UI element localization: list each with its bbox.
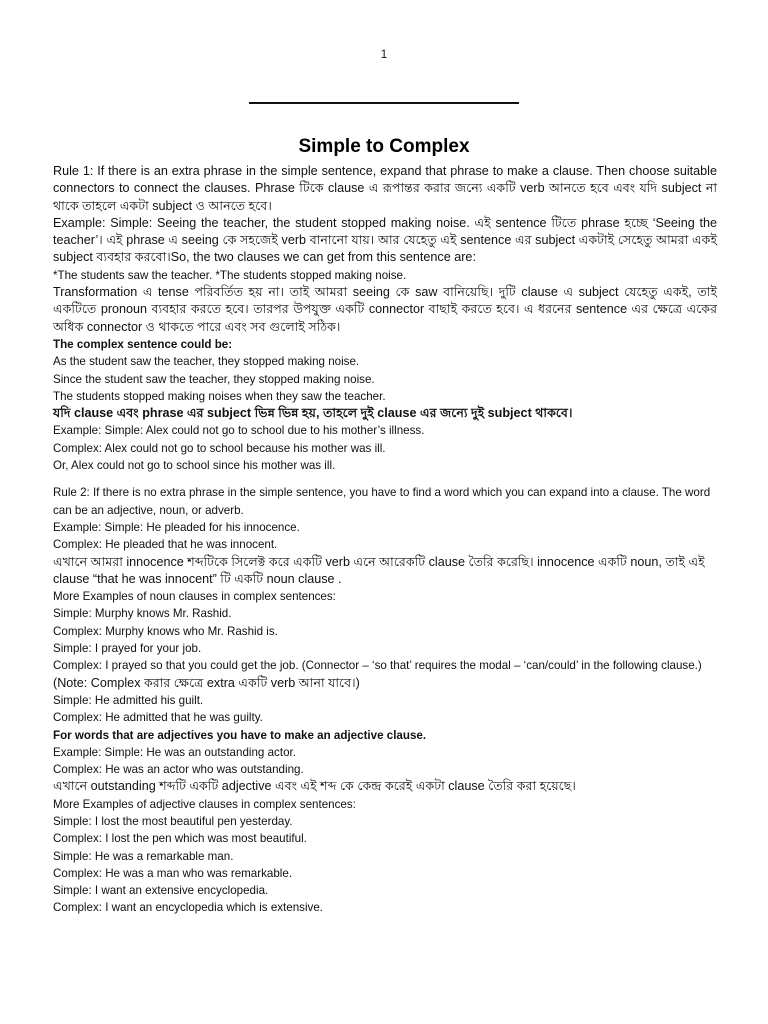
paragraph: More Examples of adjective clauses in complex sentences: — [53, 797, 356, 811]
paragraph: Simple: I lost the most beautiful pen yesterday. — [53, 814, 293, 828]
paragraph: Complex: I want an encyclopedia which is extensive. — [53, 901, 324, 915]
paragraph: (Note: Complex করার ক্ষেত্রে extra একটি verb আনা যাবে।) — [53, 675, 360, 690]
paragraph-spacer — [53, 474, 717, 484]
paragraph: For words that are adjectives you have to make an adjective clause. — [53, 728, 427, 742]
page-title: Simple to Complex — [298, 136, 470, 157]
paragraph: Complex: He was a man who was remarkable. — [53, 866, 293, 880]
paragraph: যদি clause এবং phrase এর subject ভিন্ন ভিন্ন হয়, তাহলে দুই clause এর জন্যে দুই subject থাকবে। — [53, 406, 573, 421]
paragraph: Simple: Murphy knows Mr. Rashid. — [53, 607, 232, 621]
paragraph: Complex: He pleaded that he was innocent. — [53, 538, 278, 552]
paragraph: Since the student saw the teacher, they stopped making noise. — [53, 372, 375, 386]
paragraph: Rule 1: If there is an extra phrase in the simple sentence, expand that phrase to make a clause. Then choose suitable connectors to connect the clauses. Phrase টিকে clause এ রূপান্তর করার জন্যে একটি verb আনতে হবে এবং যদি subject না থাকে তাহলে একটা subject ও আনতে হবে। — [53, 164, 717, 213]
paragraph: *The students saw the teacher. *The students stopped making noise. — [53, 268, 407, 282]
paragraph: Complex: Murphy knows who Mr. Rashid is. — [53, 624, 278, 638]
paragraph: Simple: I prayed for your job. — [53, 642, 202, 656]
horizontal-rule — [249, 102, 519, 104]
paragraph: More Examples of noun clauses in complex sentences: — [53, 590, 336, 604]
paragraph: Or, Alex could not go to school since his mother was ill. — [53, 459, 336, 473]
paragraph: Example: Simple: He pleaded for his innocence. — [53, 520, 300, 534]
paragraph: এখানে outstanding শব্দটি একটি adjective এবং এই শব্দ কে কেন্দ্র করেই একটা clause তৈরি করা হয়েছে। — [53, 779, 576, 794]
paragraph: Complex: Alex could not go to school because his mother was ill. — [53, 441, 386, 455]
paragraph: Complex: I lost the pen which was most beautiful. — [53, 832, 307, 846]
paragraph: এখানে আমরা innocence শব্দটিকে সিলেক্ট করে একটি verb এনে আরেকটি clause তৈরি করেছি। innocence একটি noun, তাই এই clause “that he was innocent” টি একটি noun clause . — [53, 554, 705, 586]
paragraph: Simple: He was a remarkable man. — [53, 849, 234, 863]
paragraph: Transformation এ tense পরিবর্তিত হয় না। তাই আমরা seeing কে saw বানিয়েছি। দুটি clause এ subject যেহেতু একই, তাই একটিতে pronoun ব্যবহার করতে হবে। তারপর উপযুক্ত একটি connector বাছাই করতে হবে। এ ধরনের sentence এর ক্ষেত্রে একের অধিক connector ও থাকতে পারে এবং সব গুলোই সঠিক। — [53, 285, 717, 334]
paragraph: Example: Simple: Seeing the teacher, the student stopped making noise. এই sentence টিতে phrase হচ্ছে ‘Seeing the teacher’। এই phrase এ seeing কে সহজেই verb বানানো যায়। আর যেহেতু এই sentence এর subject একটাই সেহেতু আমরা একই subject ব্যবহার করবো।So, the two clauses we can get from this sentence are: — [53, 215, 717, 265]
document-body — [53, 163, 717, 917]
paragraph: Complex: He admitted that he was guilty. — [53, 711, 263, 725]
paragraph: Example: Simple: Alex could not go to school due to his mother’s illness. — [53, 424, 425, 438]
paragraph: The students stopped making noises when they saw the teacher. — [53, 389, 386, 403]
paragraph: Simple: He admitted his guilt. — [53, 693, 204, 707]
paragraph: Simple: I want an extensive encyclopedia. — [53, 884, 269, 898]
paragraph: Complex: I prayed so that you could get the job. (Connector – ‘so that’ requires the modal – ‘can/could’ in the following clause.) — [53, 659, 702, 673]
paragraph: Complex: He was an actor who was outstanding. — [53, 763, 304, 777]
paragraph: Example: Simple: He was an outstanding actor. — [53, 745, 296, 759]
paragraph: As the student saw the teacher, they stopped making noise. — [53, 355, 360, 369]
page-number: 1 — [380, 47, 388, 61]
paragraph: The complex sentence could be: — [53, 337, 233, 351]
paragraph: Rule 2: If there is no extra phrase in the simple sentence, you have to find a word which you can expand into a clause. The word can be an adjective, noun, or adverb. — [53, 486, 711, 517]
